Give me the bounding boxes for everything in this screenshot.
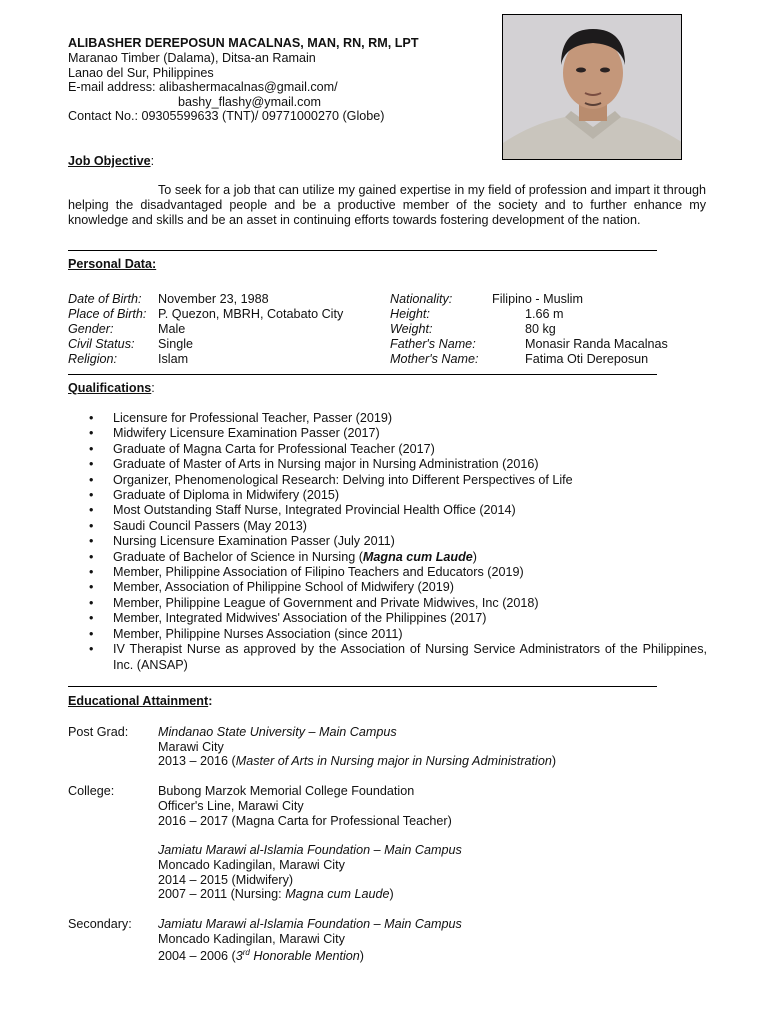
mother-name-value: Fatima Oti Dereposun bbox=[525, 352, 649, 366]
list-item: • Saudi Council Passers (May 2013) bbox=[68, 519, 718, 534]
secondary-close: ) bbox=[359, 949, 364, 964]
profile-photo bbox=[502, 14, 682, 160]
postgrad-years-text: 2013 – 2016 ( bbox=[158, 754, 236, 768]
resume-name: ALIBASHER DEREPOSUN MACALNAS, MAN, RN, RM, LPT bbox=[68, 36, 419, 50]
personal-data-heading: Personal Data: bbox=[68, 257, 157, 271]
list-item: • Member, Philippine Nurses Association (since 2011) bbox=[68, 627, 718, 642]
list-item: • Licensure for Professional Teacher, Passer (2019) bbox=[68, 411, 718, 426]
pob-label: Place of Birth: bbox=[68, 307, 147, 321]
gender-label: Gender: bbox=[68, 322, 114, 336]
email-label: E-mail address: bbox=[68, 80, 159, 94]
father-name-value: Monasir Randa Macalnas bbox=[525, 337, 668, 351]
secondary-city: Moncado Kadingilan, Marawi City bbox=[158, 932, 345, 946]
job-objective-heading-text: Job Objective bbox=[68, 154, 151, 168]
religion-label: Religion: bbox=[68, 352, 118, 366]
pob-value: P. Quezon, MBRH, Cotabato City bbox=[158, 307, 344, 321]
list-item: • Member, Philippine Association of Filipino Teachers and Educators (2019) bbox=[68, 565, 718, 580]
nationality-label: Nationality: bbox=[390, 292, 453, 306]
weight-value: 80 kg bbox=[525, 322, 556, 336]
address-line-1: Maranao Timber (Dalama), Ditsa-an Ramain bbox=[68, 51, 316, 65]
college-label: College: bbox=[68, 784, 115, 798]
bachelor-close: ) bbox=[472, 549, 477, 564]
person-portrait-icon bbox=[503, 15, 682, 160]
secondary-honor: Honorable Mention bbox=[249, 949, 360, 964]
email-primary[interactable]: alibashermacalnas@gmail.com/ bbox=[159, 80, 338, 94]
secondary-years bbox=[158, 946, 364, 964]
dob-label: Date of Birth: bbox=[68, 292, 142, 306]
list-item: • Graduate of Master of Arts in Nursing major in Nursing Administration (2016) bbox=[68, 457, 718, 472]
college2-years-2-text: 2007 – 2011 (Nursing: bbox=[158, 887, 286, 901]
email-secondary[interactable]: bashy_flashy@ymail.com bbox=[178, 95, 321, 109]
father-name-label: Father's Name: bbox=[390, 337, 476, 351]
education-heading-text: Educational Attainment bbox=[68, 694, 209, 708]
qualifications-list bbox=[68, 411, 718, 673]
secondary-school: Jamiatu Marawi al-Islamia Foundation – Main Campus bbox=[158, 917, 462, 931]
nationality-value: Filipino - Muslim bbox=[492, 292, 583, 306]
college2-close: ) bbox=[389, 887, 394, 901]
weight-label: Weight: bbox=[390, 322, 433, 336]
college2-city: Moncado Kadingilan, Marawi City bbox=[158, 858, 345, 872]
email-line bbox=[68, 80, 338, 95]
job-objective-text: To seek for a job that can utilize my gained expertise in my field of profession and impart it through helping the disadvantaged people and be a productive member of the society and to further enhance my knowledge and skills and be an asset in continuing efforts towards fostering development of the nation. bbox=[68, 183, 706, 227]
contact-line: Contact No.: 09305599633 (TNT)/ 09771000270 (Globe) bbox=[68, 109, 385, 123]
postgrad-label: Post Grad: bbox=[68, 725, 129, 739]
qualifications-colon: : bbox=[151, 381, 155, 395]
divider bbox=[68, 686, 657, 687]
mother-name-label: Mother's Name: bbox=[390, 352, 479, 366]
civil-status-label: Civil Status: bbox=[68, 337, 135, 351]
list-item bbox=[68, 550, 718, 565]
qualifications-heading-text: Qualifications bbox=[68, 381, 152, 395]
college2-years-1: 2014 – 2015 (Midwifery) bbox=[158, 873, 294, 887]
education-colon: : bbox=[208, 694, 213, 708]
list-item: • Most Outstanding Staff Nurse, Integrated Provincial Health Office (2014) bbox=[68, 503, 718, 518]
religion-value: Islam bbox=[158, 352, 189, 366]
postgrad-years bbox=[158, 754, 556, 769]
secondary-honor-number: 3 bbox=[235, 949, 243, 964]
postgrad-school: Mindanao State University – Main Campus bbox=[158, 725, 397, 739]
college2-years-2 bbox=[158, 887, 394, 902]
dob-value: November 23, 1988 bbox=[158, 292, 269, 306]
list-item: • Member, Association of Philippine School of Midwifery (2019) bbox=[68, 580, 718, 595]
college2-honor: Magna cum Laude bbox=[285, 887, 390, 901]
civil-status-value: Single bbox=[158, 337, 194, 351]
college-years: 2016 – 2017 (Magna Carta for Professional Teacher) bbox=[158, 814, 452, 828]
postgrad-course: Master of Arts in Nursing major in Nursing Administration bbox=[235, 754, 552, 768]
height-label: Height: bbox=[390, 307, 430, 321]
qualifications-heading bbox=[68, 381, 155, 396]
gender-value: Male bbox=[158, 322, 186, 336]
address-line-2: Lanao del Sur, Philippines bbox=[68, 66, 214, 80]
secondary-label: Secondary: bbox=[68, 917, 132, 931]
college-city: Officer's Line, Marawi City bbox=[158, 799, 304, 813]
college-school: Bubong Marzok Memorial College Foundation bbox=[158, 784, 415, 798]
postgrad-city: Marawi City bbox=[158, 740, 224, 754]
list-item: • IV Therapist Nurse as approved by the Association of Nursing Service Administrators of the Philippines, Inc. (ANSAP) bbox=[68, 642, 707, 673]
college2-school: Jamiatu Marawi al-Islamia Foundation – Main Campus bbox=[158, 843, 462, 857]
list-item: • Midwifery Licensure Examination Passer (2017) bbox=[68, 426, 718, 441]
list-item: • Organizer, Phenomenological Research: Delving into Different Perspectives of Life bbox=[68, 473, 718, 488]
list-item: • Member, Integrated Midwives' Association of the Philippines (2017) bbox=[68, 611, 718, 626]
postgrad-close: ) bbox=[551, 754, 557, 768]
list-item: • Nursing Licensure Examination Passer (July 2011) bbox=[68, 534, 718, 549]
secondary-years-text: 2004 – 2006 ( bbox=[158, 949, 236, 964]
job-objective-heading bbox=[68, 154, 154, 169]
list-item: • Graduate of Diploma in Midwifery (2015) bbox=[68, 488, 718, 503]
secondary-honor-sup: rd bbox=[242, 948, 250, 957]
bachelor-text: Graduate of Bachelor of Science in Nursing ( bbox=[113, 549, 363, 564]
education-heading bbox=[68, 694, 212, 709]
divider bbox=[68, 374, 657, 375]
job-objective-colon: : bbox=[150, 154, 155, 168]
list-item: • Member, Philippine League of Government and Private Midwives, Inc (2018) bbox=[68, 596, 718, 611]
list-item: • Graduate of Magna Carta for Professional Teacher (2017) bbox=[68, 442, 718, 457]
magna-cum-laude: Magna cum Laude bbox=[362, 549, 473, 564]
height-value: 1.66 m bbox=[525, 307, 564, 321]
divider bbox=[68, 250, 657, 251]
